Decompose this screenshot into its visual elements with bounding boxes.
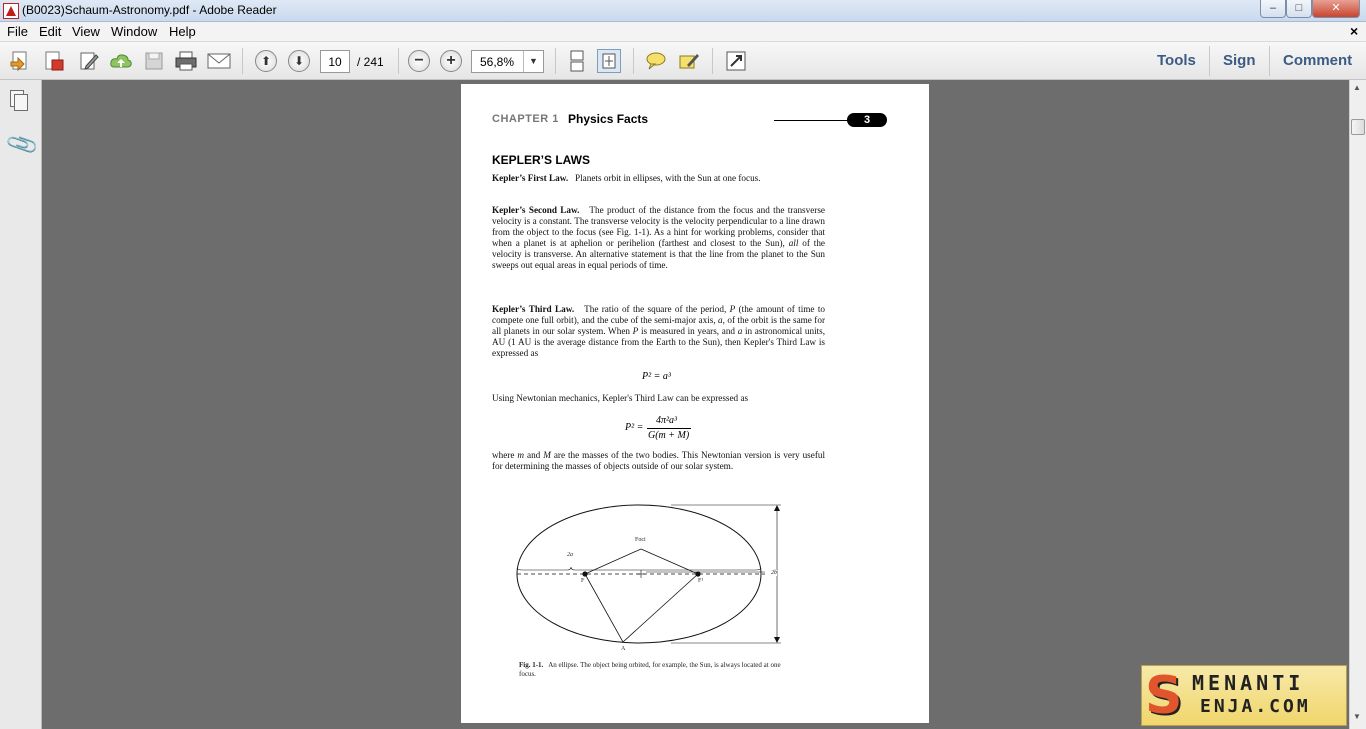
page-thumbnails-icon[interactable] — [10, 90, 30, 112]
menu-edit[interactable]: Edit — [39, 24, 62, 39]
label-2b: 2b — [771, 570, 777, 576]
navigation-pane — [0, 80, 42, 729]
next-page-button[interactable] — [288, 50, 310, 72]
variable-m: m — [517, 450, 525, 460]
masses-paragraph — [492, 450, 825, 472]
toolbar-separator — [398, 48, 399, 74]
scroll-up-icon[interactable]: ▲ — [1353, 83, 1361, 92]
adobe-reader-icon — [3, 3, 19, 19]
menu-window[interactable]: Window — [111, 24, 158, 39]
zoom-in-button[interactable] — [440, 50, 462, 72]
watermark-line2: ENJA.COM — [1200, 696, 1311, 717]
third-law-text: of the orbit is the same for all planets in our solar system. When — [492, 315, 826, 337]
watermark-logo — [1141, 665, 1347, 726]
watermark-line1: MENANTI — [1192, 671, 1305, 695]
page-total: / 241 — [357, 55, 384, 69]
second-law-emphasis: all — [788, 238, 799, 249]
menu-help[interactable]: Help — [169, 24, 196, 39]
label-foci: Foci — [635, 537, 646, 543]
menu-bar — [0, 22, 1366, 42]
chapter-label: CHAPTER 1 — [492, 113, 559, 125]
first-law-text: Planets orbit in ellipses, with the Sun at one focus. — [575, 173, 761, 183]
section-heading: KEPLER’S LAWS — [492, 153, 591, 167]
ellipse-diagram — [511, 499, 791, 659]
figure-label: Fig. 1-1. — [519, 661, 544, 669]
second-law-title: Kepler’s Second Law. — [492, 205, 580, 215]
arrow-up-icon: ⬆ — [260, 54, 272, 68]
figure-caption-text: An ellipse. The object being orbited, for example, the Sun, is always located at one focus. — [519, 661, 781, 678]
comment-pane-button[interactable]: Comment — [1283, 52, 1353, 69]
zoom-value: 56,8% — [480, 55, 515, 69]
equation-lhs: P² = — [625, 422, 644, 433]
vertical-scrollbar[interactable] — [1349, 80, 1366, 729]
attachments-icon[interactable]: 📎 — [4, 126, 41, 163]
close-document-icon[interactable]: × — [1350, 23, 1359, 39]
ellipse-figure — [511, 499, 791, 659]
variable-p: P — [632, 326, 639, 337]
fit-page-icon[interactable] — [597, 49, 621, 73]
zoom-out-button[interactable] — [408, 50, 430, 72]
minus-icon: − — [414, 52, 424, 69]
minimize-button[interactable] — [1260, 0, 1286, 18]
comment-bubble-icon[interactable] — [644, 49, 668, 73]
toolbar — [0, 42, 1366, 80]
page-number-input[interactable] — [320, 50, 350, 73]
print-icon[interactable] — [174, 49, 198, 73]
second-law-text: The product of the distance from the focus and the transverse velocity is a constant. The transverse velocity is the velocity perpendicular to a line drawn from the object to the focus (see Fig. 1-1). As a hint for working problems, consider that when a planet is at aphelion or perihelion (farthest and closest to the Sun), — [492, 205, 826, 249]
scroll-down-icon[interactable]: ▼ — [1353, 712, 1361, 721]
save-icon[interactable] — [142, 49, 166, 73]
pdf-page — [461, 84, 929, 723]
fullscreen-icon[interactable] — [724, 49, 748, 73]
email-icon[interactable] — [207, 49, 231, 73]
chapter-title: Physics Facts — [568, 112, 649, 126]
equation-kepler-third: P² = a³ — [642, 371, 671, 382]
scrolling-mode-icon[interactable] — [565, 49, 589, 73]
third-law-text: (the amount of time to compete one full orbit), and the cube of the semi-major axis, — [492, 304, 825, 326]
label-focus-f1: F¹ — [698, 578, 704, 584]
header-rule — [774, 120, 854, 121]
window-title: (B0023)Schaum-Astronomy.pdf - Adobe Reader — [22, 3, 277, 17]
fraction-bar — [647, 428, 691, 429]
highlight-pen-icon[interactable] — [677, 49, 701, 73]
toolbar-separator — [555, 48, 556, 74]
watermark-letter: S — [1145, 666, 1183, 726]
scroll-thumb[interactable] — [1351, 119, 1365, 135]
toolbar-separator — [633, 48, 634, 74]
close-button[interactable] — [1312, 0, 1360, 18]
masses-text: and — [527, 450, 541, 460]
toolbar-separator — [712, 48, 713, 74]
variable-p: P — [729, 304, 736, 314]
variable-a: a — [737, 326, 743, 337]
arrow-down-icon: ⬇ — [293, 54, 305, 68]
newtonian-paragraph: Using Newtonian mechanics, Kepler's Third Law can be expressed as — [492, 393, 749, 403]
variable-M: M — [543, 450, 551, 460]
maximize-icon: □ — [1295, 2, 1303, 14]
masses-text: where — [492, 450, 515, 460]
upload-cloud-icon[interactable] — [109, 49, 133, 73]
third-law-text: is measured in years, and — [640, 326, 736, 337]
chevron-down-icon[interactable]: ▼ — [523, 51, 543, 72]
edit-pdf-icon[interactable] — [77, 49, 101, 73]
equation-newtonian — [625, 415, 705, 445]
toolbar-separator — [242, 48, 243, 74]
equation-denominator: G(m + M) — [648, 430, 690, 441]
previous-page-button[interactable] — [255, 50, 277, 72]
third-law-text: in astronomical units, AU (1 AU is the average distance from the Earth to the Sun), then Kepler's Third Law is expressed as — [492, 326, 826, 359]
label-point-a: A — [621, 646, 626, 652]
page-number-badge: 3 — [847, 113, 887, 127]
sign-pane-button[interactable]: Sign — [1223, 52, 1256, 69]
third-law-text: The ratio of the square of the period, — [584, 304, 727, 314]
menu-file[interactable]: File — [7, 24, 28, 39]
toolbar-separator — [1269, 46, 1270, 76]
label-focus-f: F — [581, 578, 585, 584]
tools-pane-button[interactable]: Tools — [1157, 52, 1196, 69]
figure-caption — [519, 661, 799, 679]
label-2a: 2a — [567, 552, 573, 558]
toolbar-separator — [1209, 46, 1210, 76]
zoom-select[interactable] — [471, 50, 544, 73]
close-icon: ✕ — [1331, 2, 1341, 14]
second-law-text: of the velocity is transverse. An alternative statement is that the line from the planet to the Sun sweeps out equal areas in equal periods of time. — [492, 238, 826, 271]
third-law-title: Kepler’s Third Law. — [492, 304, 575, 314]
first-law-title: Kepler’s First Law. — [492, 173, 569, 183]
equation-numerator: 4π²a³ — [656, 415, 678, 426]
third-law-paragraph — [492, 304, 825, 359]
first-law-paragraph — [492, 173, 825, 184]
masses-text: are the masses of the two bodies. This Newtonian version is very useful for determining the masses of objects outside of our solar system. — [492, 450, 826, 472]
plus-icon: + — [446, 52, 456, 69]
create-pdf-icon[interactable] — [42, 49, 66, 73]
menu-view[interactable]: View — [72, 24, 100, 39]
second-law-paragraph — [492, 205, 825, 272]
minimize-icon: ‒ — [1269, 2, 1277, 14]
open-file-icon[interactable] — [9, 49, 33, 73]
variable-a: a, — [718, 315, 725, 326]
maximize-button[interactable] — [1286, 0, 1312, 18]
title-bar — [0, 0, 1366, 22]
